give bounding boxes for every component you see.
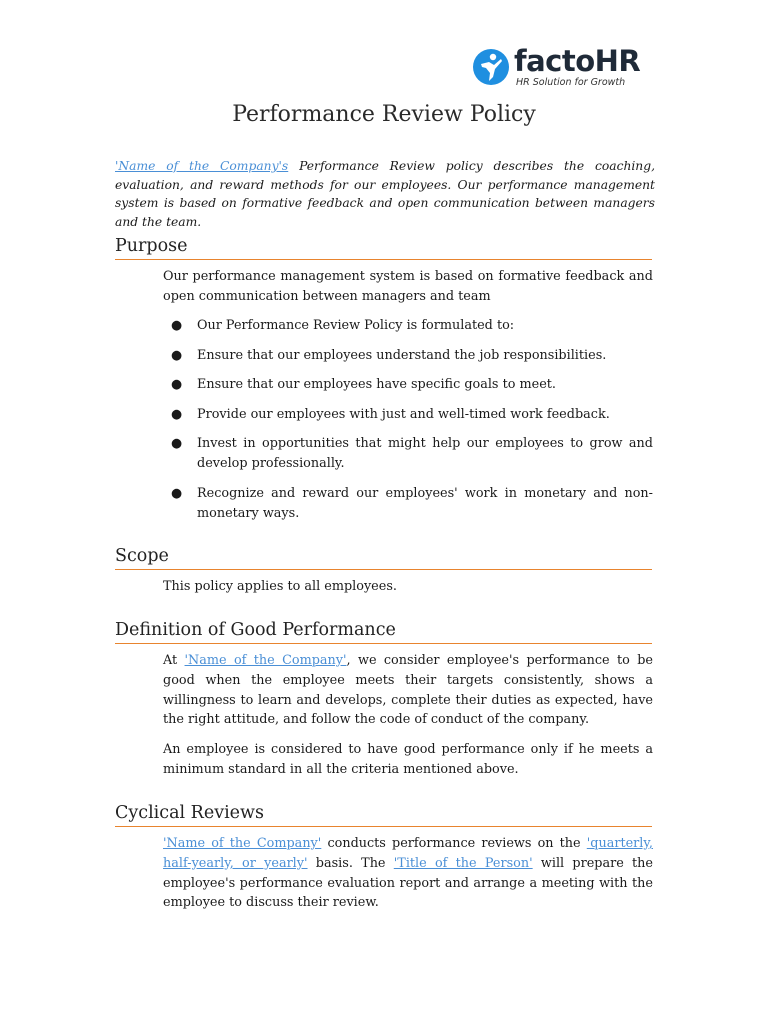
factohr-logo: [470, 46, 645, 92]
cyclical-heading: Cyclical Reviews: [115, 802, 652, 827]
bullet-item: ● Provide our employees with just and well-timed work feedback.: [163, 405, 653, 425]
intro-paragraph: [115, 157, 655, 231]
purpose-text: Our performance management system is based on formative feedback and open communication between managers and team: [163, 269, 653, 304]
scope-text: This policy applies to all employees.: [163, 579, 397, 594]
factohr-logo-icon: [472, 48, 510, 86]
scope-heading: Scope: [115, 545, 652, 570]
logo-wordmark: factoHR: [514, 44, 641, 78]
definition-heading: Definition of Good Performance: [115, 619, 652, 644]
bullet-item: ● Invest in opportunities that might help our employees to grow and develop professionally.: [171, 436, 653, 472]
bullet-icon: ●: [171, 485, 183, 501]
document-title: Performance Review Policy: [232, 102, 536, 127]
bullet-icon: ●: [171, 377, 183, 393]
definition-paragraph-2: An employee is considered to have good performance only if he meets a minimum standard in all the criteria mentioned above.: [163, 742, 653, 777]
bullet-icon: ●: [171, 406, 183, 422]
definition-paragraph-1: At 'Name of the Company', we consider employee's performance to be good when the employee meets their targets consistently, shows a willingness to learn and develops, complete their duties as expected, have the right attitude, and follow the code of conduct of the company.: [163, 653, 653, 728]
cyclical-paragraph: 'Name of the Company' conducts performance reviews on the 'quarterly, half-yearly, or yearly' basis. The 'Title of the Person' will prepare the employee's performance evaluation report and arrange a meeting with the employee to discuss their review.: [163, 836, 653, 911]
intro-text: Performance Review policy describes the coaching, evaluation, and reward methods for our employees. Our performance management system is based on formative feedback and open communication between managers and the team.: [115, 159, 656, 229]
company-name-placeholder[interactable]: 'Name of the Company': [184, 653, 347, 668]
bullet-item: ● Ensure that our employees have specific goals to meet.: [163, 375, 653, 395]
bullet-icon: ●: [171, 318, 183, 333]
company-name-placeholder[interactable]: 'Name of the Company's: [115, 159, 289, 173]
bullet-icon: ●: [171, 347, 183, 363]
review-frequency-placeholder[interactable]: 'quarterly, half-yearly, or yearly': [163, 836, 653, 871]
bullet-item: ● Recognize and reward our employees' work in monetary and non-monetary ways.: [171, 485, 653, 521]
company-name-placeholder[interactable]: 'Name of the Company': [163, 836, 322, 851]
purpose-bullet-list: [163, 316, 653, 533]
logo-tagline: HR Solution for Growth: [516, 77, 626, 88]
purpose-heading: Purpose: [115, 235, 652, 260]
person-title-placeholder[interactable]: 'Title of the Person': [393, 855, 533, 871]
bullet-icon: ●: [171, 436, 183, 452]
bullet-item: ● Ensure that our employees understand the job responsibilities.: [163, 346, 653, 366]
bullet-item: ● Our Performance Review Policy is formulated to:: [163, 316, 653, 336]
